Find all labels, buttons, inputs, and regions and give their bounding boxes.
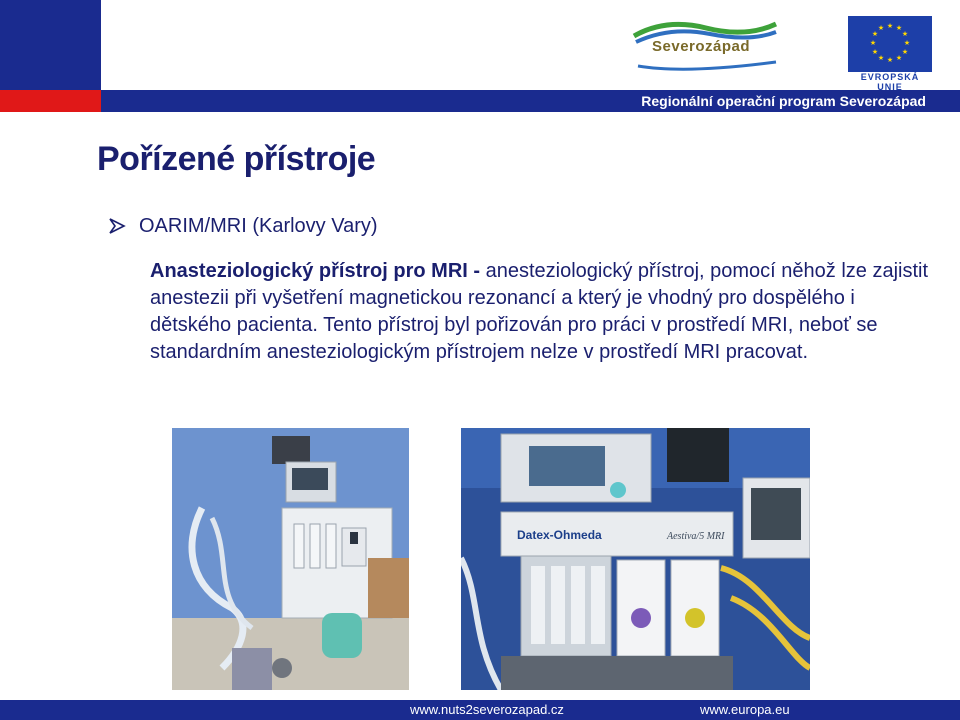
svg-text:★: ★ <box>901 30 909 38</box>
svg-text:★: ★ <box>886 56 894 64</box>
svg-text:★: ★ <box>895 24 903 32</box>
svg-text:★: ★ <box>871 48 879 56</box>
paragraph-body: anesteziologický přístroj, pomocí něhož lze zajistit anestezii při vyšetření magnetickou rezonancí a který je vhodný pro dospělého i dětského pacienta. Tento přístroj byl pořizován pro práci v prostředí MRI, neboť se standardním anesteziologickým přístrojem nelze v prostředí MRI pracovat. <box>150 260 929 363</box>
program-name: Regionální operační program Severozápad <box>641 93 926 109</box>
photo-illustration-right <box>461 428 810 690</box>
corner-blue-block <box>0 0 101 90</box>
corner-red-block <box>0 90 101 112</box>
arrow-bullet-icon <box>107 216 127 236</box>
photo-illustration-left <box>172 428 409 690</box>
bullet-text: OARIM/MRI (Karlovy Vary) <box>139 214 378 237</box>
svg-text:★: ★ <box>903 39 911 47</box>
svg-text:★: ★ <box>871 30 879 38</box>
photo-anesthesia-machine-left <box>172 428 409 690</box>
bullet-item <box>107 212 378 240</box>
svg-text:★: ★ <box>877 54 885 62</box>
eu-label: EVROPSKÁ UNIE <box>860 72 920 92</box>
description-paragraph <box>150 258 930 366</box>
logo-text: Severozápad <box>652 38 751 55</box>
paragraph-lead: Anasteziologický přístroj pro MRI - <box>150 260 481 282</box>
eu-flag-icon <box>848 16 932 72</box>
svg-text:★: ★ <box>901 48 909 56</box>
footer-link-europa[interactable]: www.europa.eu <box>700 702 790 717</box>
photo-anesthesia-machine-right <box>461 428 810 690</box>
footer-link-nuts2[interactable]: www.nuts2severozapad.cz <box>410 702 564 717</box>
svg-text:★: ★ <box>895 54 903 62</box>
page-title: Pořízené přístroje <box>97 140 376 178</box>
svg-text:★: ★ <box>869 39 877 47</box>
svg-text:★: ★ <box>886 22 894 30</box>
svg-text:★: ★ <box>877 24 885 32</box>
aestiva-model: Aestiva/5 MRI <box>667 531 725 542</box>
datex-ohmeda-brand: Datex-Ohmeda <box>517 528 602 542</box>
